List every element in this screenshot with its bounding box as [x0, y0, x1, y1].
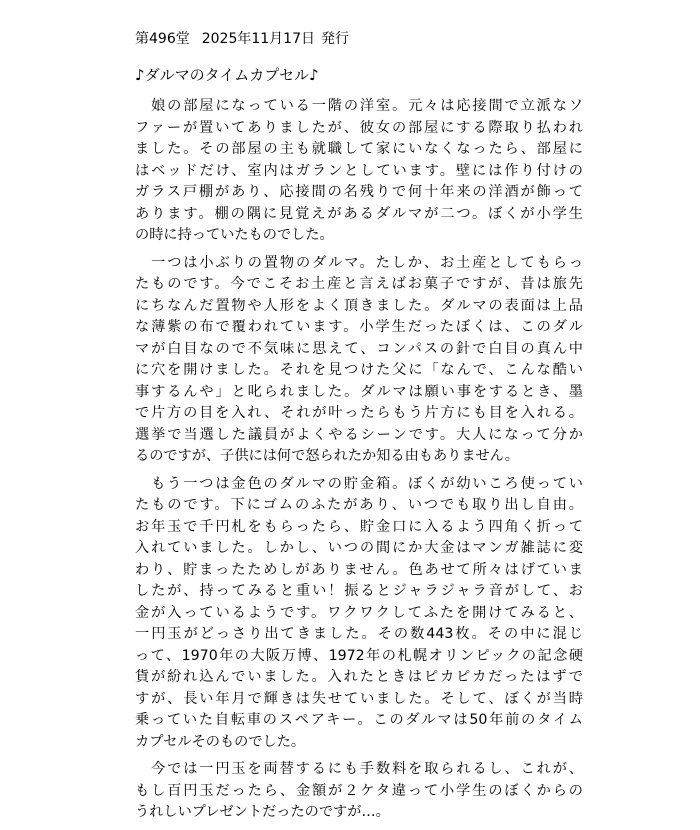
text-line: 娘の部屋になっている一階の洋室。元々は応接間で立派なソ: [135, 98, 583, 114]
text-line: マが白目なので不気味に思えて、コンパスの針で白目の真ん中: [135, 340, 583, 357]
newsletter-page: [135, 28, 583, 830]
text-line: 選挙で当選した議員がよくやるシーンです。大人になって分か: [135, 426, 583, 443]
text-line: ました。その部屋の主も就職して家にいなくなったら、部屋に: [135, 141, 583, 157]
issue-header: [135, 28, 583, 50]
text-line: な薄紫の布で覆われています。小学生だったぼくは、このダル: [135, 319, 583, 335]
issue-date: 2025年11月17日: [201, 31, 315, 47]
text-line: にちなんだ置物や人形をよく頂きました。ダルマの表面は上品: [135, 297, 583, 314]
text-line: わり、貯まったためしがありません。色あせて所々はげていま: [135, 561, 583, 578]
publish-label: 発行: [321, 31, 349, 47]
paragraph-1: [135, 96, 583, 247]
text-line: はベッドだけ、室内はガランとしています。壁には作り付けの: [135, 162, 583, 179]
text-line: たものです。下にゴムのふたがあり、いつでも取り出し自由。: [135, 497, 583, 513]
text-line: 一つは小ぶりの置物のダルマ。たしか、お土産としてもらっ: [135, 254, 583, 271]
text-line: カプセルそのものでした。: [135, 733, 306, 750]
text-line: ガラス戸棚があり、応接間の名残りで何十年来の洋酒が飾って: [135, 184, 583, 200]
text-line: たものです。今でこそお土産と言えばお菓子ですが、昔は旅先: [135, 276, 583, 292]
text-line: 事するんや」と叱られました。ダルマは願い事をするとき、墨: [135, 383, 583, 400]
text-line: あります。棚の隅に見覚えがあるダルマが二つ。ぼくが小学生: [135, 205, 583, 222]
paragraph-2: [135, 253, 583, 468]
text-line: お年玉で千円札をもらったら、貯金口に入るよう四角く折って: [135, 518, 583, 535]
text-line: るのですが、子供には何で怒られたか知る由もありません。: [135, 448, 519, 464]
article-title: ♪ダルマのタイムカプセル♪: [135, 66, 319, 84]
text-line: 乗っていた自転車のスペアキー。このダルマは50年前のタイム: [135, 712, 583, 728]
text-line: に穴を開けました。それを見つけた父に「なんで、こんな酷い: [135, 362, 583, 378]
text-line: って、1970年の大阪万博、1972年の札幌オリンピックの記念硬: [135, 647, 583, 664]
text-line: で片方の目を入れ、それが叶ったらもう片方にも目を入れる。: [135, 405, 583, 421]
text-line: もし百円玉だったら、金額が２ケタ違って小学生のぼくからの: [135, 782, 583, 799]
text-line: 入れていました。しかし、いつの間にか大金はマンガ雑誌に変: [135, 540, 583, 556]
text-line: したが、持ってみると重い！振るとジャラジャラ音がして、お: [135, 583, 583, 599]
text-line: すが、長い年月で輝きは失せていました。そして、ぼくが当時: [135, 690, 583, 707]
paragraph-4: [135, 759, 583, 824]
paragraph-3: [135, 474, 583, 754]
text-line: 貨が紛れ込んでいました。入れたときはピカピカだったはずで: [135, 669, 583, 685]
text-line: 今では一円玉を両替するにも手数料を取られるし、これが、: [135, 761, 583, 777]
text-line: 一円玉がどっさり出てきました。その数443枚。その中に混じ: [135, 626, 583, 642]
text-line: の時に持っていたものでした。: [135, 227, 334, 243]
issue-number: 第496堂: [135, 31, 190, 47]
text-line: うれしいプレゼントだったのですが…。: [135, 804, 390, 820]
text-line: ファーが置いてありましたが、彼女の部屋にする際取り払われ: [135, 119, 583, 136]
text-line: 金が入っているようです。ワクワクしてふたを開けてみると、: [135, 604, 583, 621]
text-line: もう一つは金色のダルマの貯金箱。ぼくが幼いころ使ってい: [135, 475, 583, 492]
